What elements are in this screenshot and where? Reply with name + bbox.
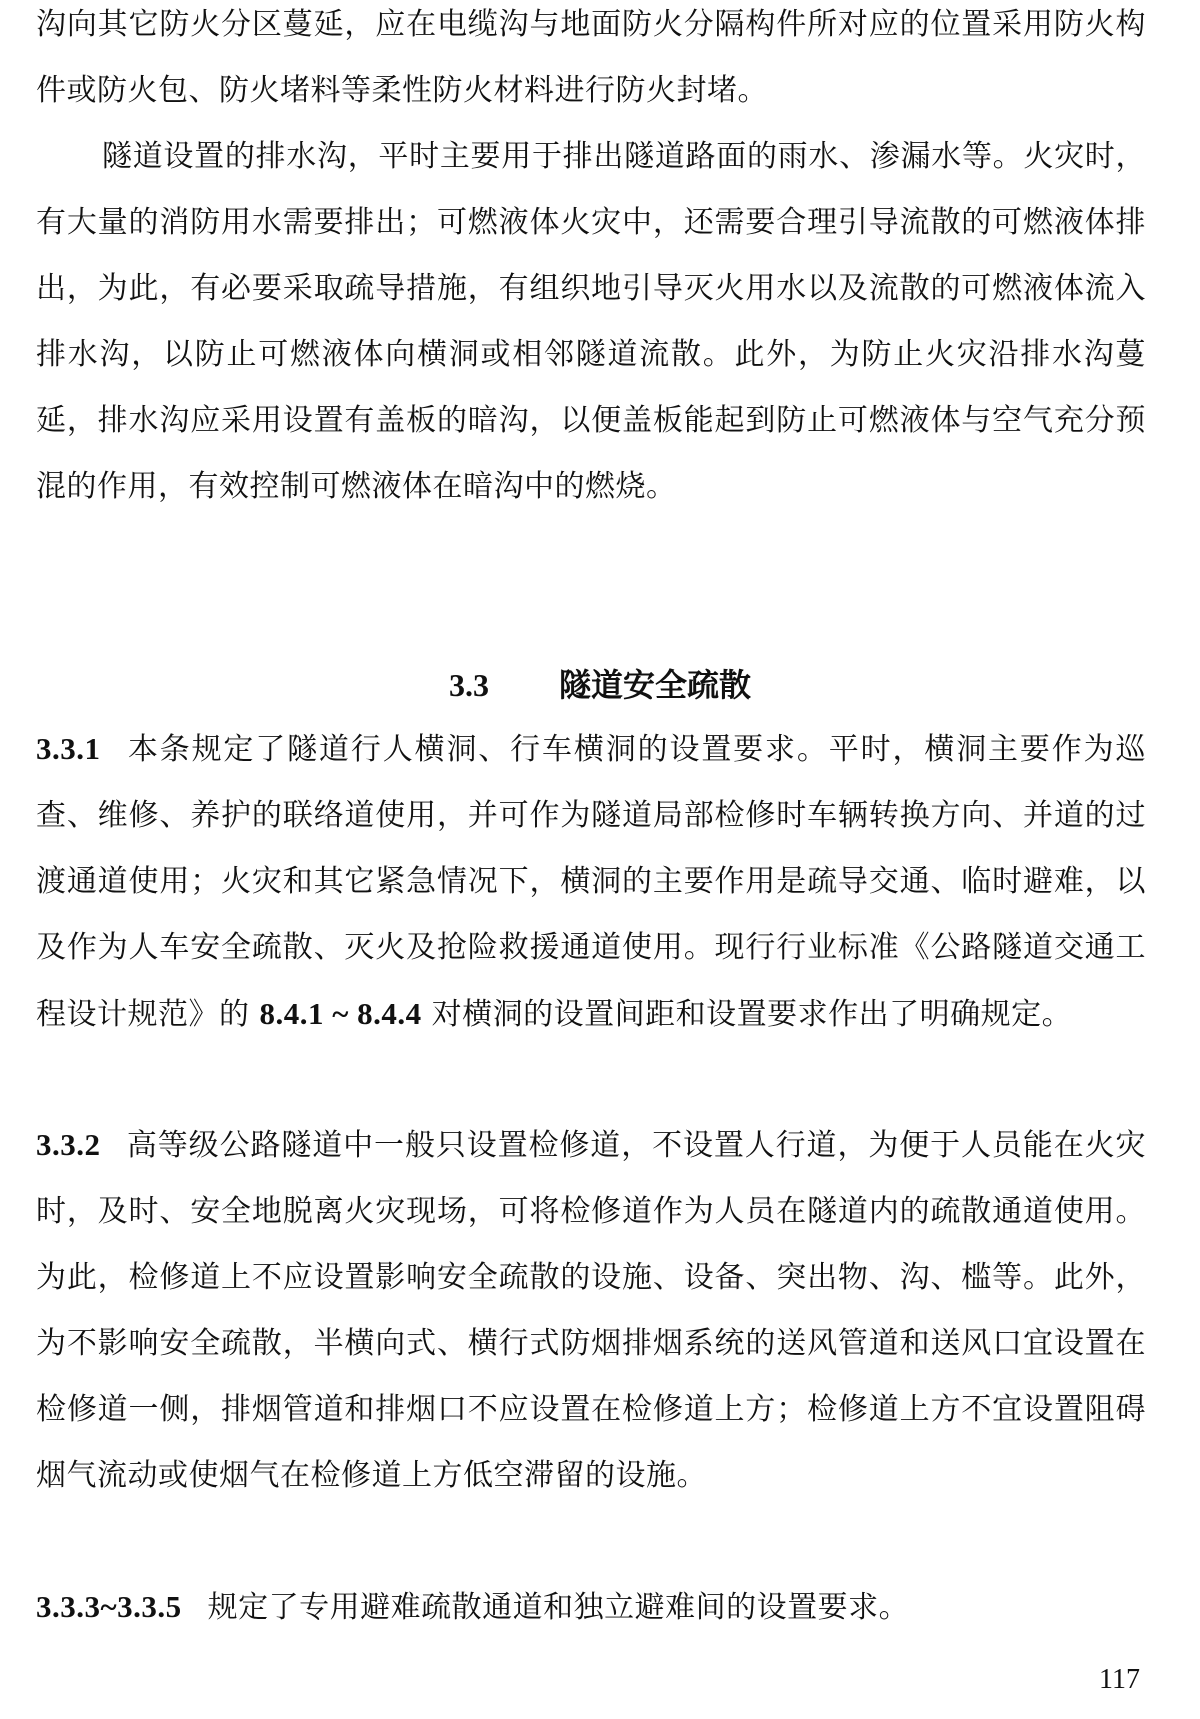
section-heading <box>0 655 1200 715</box>
page-number: 117 <box>1099 1664 1140 1695</box>
clause-text: 高等级公路隧道中一般只设置检修道，不设置人行道，为便于人员能在火灾时，及时、安全地脱离火灾现场，可将检修道作为人员在隧道内的疏散通道使用。为此，检修道上不应设置影响安全疏散的设施、设备、突出物、沟、槛等。此外，为不影响安全疏散，半横向式、横行式防烟排烟系统的送风管道和送风口宜设置在检修道一侧，排烟管道和排烟口不应设置在检修道上方；检修道上方不宜设置阻碍烟气流动或使烟气在检修道上方低空滞留的设施。 <box>36 1128 1146 1493</box>
paragraph-drainage-ditch: 隧道设置的排水沟，平时主要用于排出隧道路面的雨水、渗漏水等。火灾时，有大量的消防用水需要排出；可燃液体火灾中，还需要合理引导流散的可燃液体排出，为此，有必要采取疏导措施，有组织地引导灭火用水以及流散的可燃液体流入排水沟，以防止可燃液体向横洞或相邻隧道流散。此外，为防止火灾沿排水沟蔓延，排水沟应采用设置有盖板的暗沟，以便盖板能起到防止可燃液体与空气充分预混的作用，有效控制可燃液体在暗沟中的燃烧。 <box>36 139 1146 504</box>
clause-number: 3.3.2 <box>36 1127 101 1162</box>
clause-text: 本条规定了隧道行人横洞、行车横洞的设置要求。平时，横洞主要作为巡查、维修、养护的联络道使用，并可作为隧道局部检修时车辆转换方向、并道的过渡通道使用；火灾和其它紧急情况下，横洞的主要作用是疏导交通、临时避难，以及作为人车安全疏散、灭火及抢险救援通道使用。现行行业标准《公路隧道交通工程设计规范》的 <box>36 732 1146 1032</box>
clause-number: 3.3.1 <box>36 731 101 766</box>
clause-text: 规定了专用避难疏散通道和独立避难间的设置要求。 <box>207 1590 910 1625</box>
clause-number: 3.3.3~3.3.5 <box>36 1589 182 1624</box>
clause-text-continued: 对横洞的设置间距和设置要求作出了明确规定。 <box>431 997 1073 1032</box>
section-number: 3.3 <box>448 667 489 703</box>
section-title: 隧道安全疏散 <box>558 666 751 704</box>
standard-reference: 8.4.1 ~ 8.4.4 <box>259 996 422 1031</box>
clause-3-3-1 <box>36 716 1146 1048</box>
clause-3-3-3-to-3-3-5 <box>36 1574 1146 1641</box>
paragraph-cable-trench: 沟向其它防火分区蔓延，应在电缆沟与地面防火分隔构件所对应的位置采用防火构件或防火包、防火堵料等柔性防火材料进行防火封堵。 <box>36 7 1146 108</box>
clause-3-3-2 <box>36 1112 1146 1509</box>
